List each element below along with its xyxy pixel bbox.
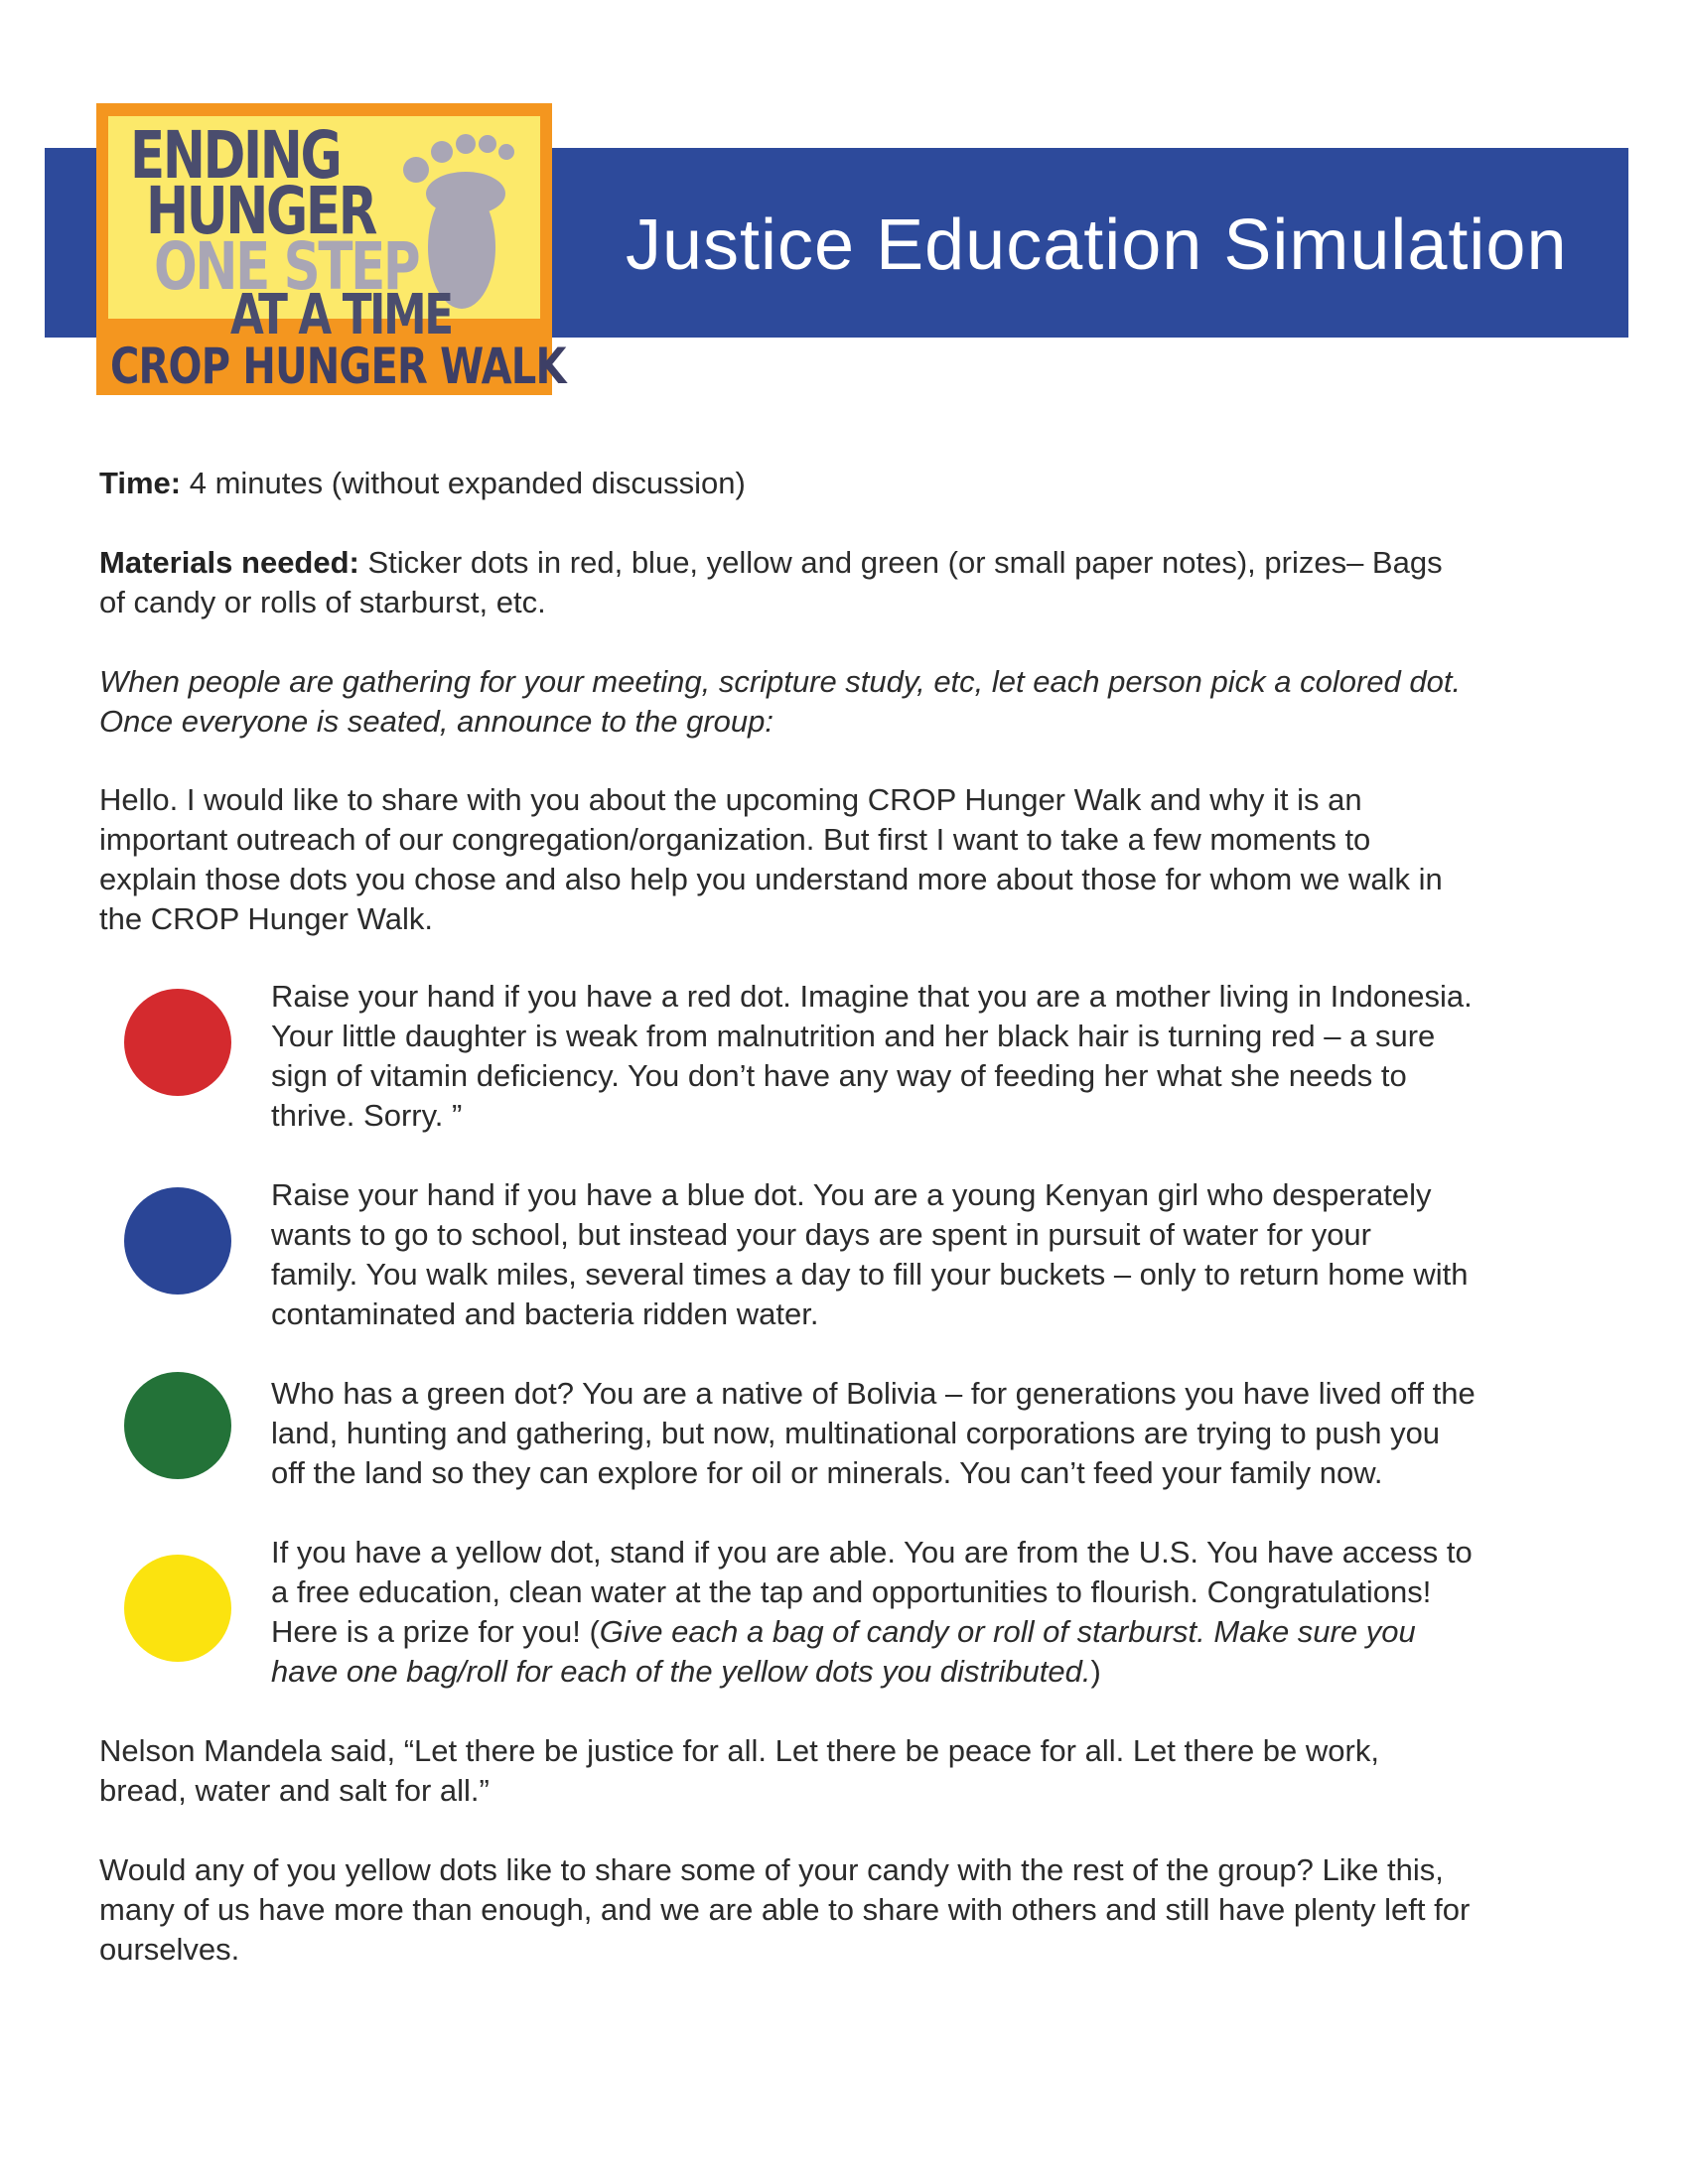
materials-line-1: Materials needed: Sticker dots in red, blue, yellow and green (or small paper notes), prizes– Bags (99, 545, 1443, 580)
materials-line-2: of candy or rolls of starburst, etc. (99, 585, 546, 619)
yellow-line-3: Here is a prize for you! (Give each a bag of candy or roll of starburst. Make sure you (271, 1614, 1416, 1649)
intro-paragraph: Hello. I would like to share with you about the upcoming CROP Hunger Walk and why it is an important outreach of our congregation/organization. But first I want to take a few moments to explain those dots you chose and also help you understand more about those for whom we walk in the CROP Hunger Walk. (99, 782, 1443, 936)
crop-hunger-walk-logo (96, 103, 566, 395)
blue-dot-paragraph: Raise your hand if you have a blue dot. You are a young Kenyan girl who desperately wants to go to school, but instead your days are spent in pursuit of water for your family. You walk miles, several times a day to fill your buckets – only to return home with contaminated and bacteria ridden water. (271, 1177, 1469, 1331)
logo-text-ending: ENDING (130, 117, 341, 194)
logo-text-at-a-time: AT A TIME (230, 283, 452, 347)
red-dot-icon (124, 989, 231, 1096)
blue-dot-icon (124, 1187, 231, 1295)
logo-text-hunger: HUNGER (146, 173, 376, 249)
yellow-dot-paragraph: If you have a yellow dot, stand if you are able. You are from the U.S. You have access to a free education, clean water at the tap and opportunities to flourish. Congratulations! Here is a prize for you! (Give each a bag of candy or roll of starburst. Make sure you have one bag/roll for each of the yellow dots you distributed.) (271, 1533, 1592, 1692)
logo-text-crop-hunger-walk: CROP HUNGER WALK (110, 338, 566, 395)
instruction-paragraph: When people are gathering for your meeting, scripture study, etc, let each person pick a colored dot. Once everyone is seated, announce to the group: (99, 664, 1462, 739)
page-title: Justice Education Simulation (626, 205, 1568, 285)
closing-paragraph: Would any of you yellow dots like to share some of your candy with the rest of the group? Like this, many of us have more than enough, and we are able to share with others and still have plenty left for ourselves. (99, 1852, 1471, 1967)
materials-label: Materials needed: (99, 545, 359, 580)
mandela-quote-paragraph: Nelson Mandela said, “Let there be justice for all. Let there be peace for all. Let there be work, bread, water and salt for all.” (99, 1733, 1379, 1808)
yellow-dot-icon (124, 1555, 231, 1662)
materials-paragraph (99, 543, 1589, 622)
time-label: Time: (99, 466, 182, 500)
yellow-line-4: have one bag/roll for each of the yellow dots you distributed.) (271, 1654, 1101, 1689)
logo-text-one-step: ONE STEP (154, 228, 419, 305)
red-dot-paragraph: Raise your hand if you have a red dot. Imagine that you are a mother living in Indonesia. Your little daughter is weak from malnutrition and her black hair is turning red – a sure sign of vitamin deficiency. You don’t have any way of feeding her what she needs to thrive. Sorry. ” (271, 979, 1473, 1133)
time-value: 4 minutes (without expanded discussion) (181, 466, 746, 500)
green-dot-icon (124, 1372, 231, 1479)
time-line (99, 464, 1589, 503)
green-dot-paragraph: Who has a green dot? You are a native of Bolivia – for generations you have lived off the land, hunting and gathering, but now, multinational corporations are trying to push you off the land so they can explore for oil or minerals. You can’t feed your family now. (271, 1376, 1476, 1490)
